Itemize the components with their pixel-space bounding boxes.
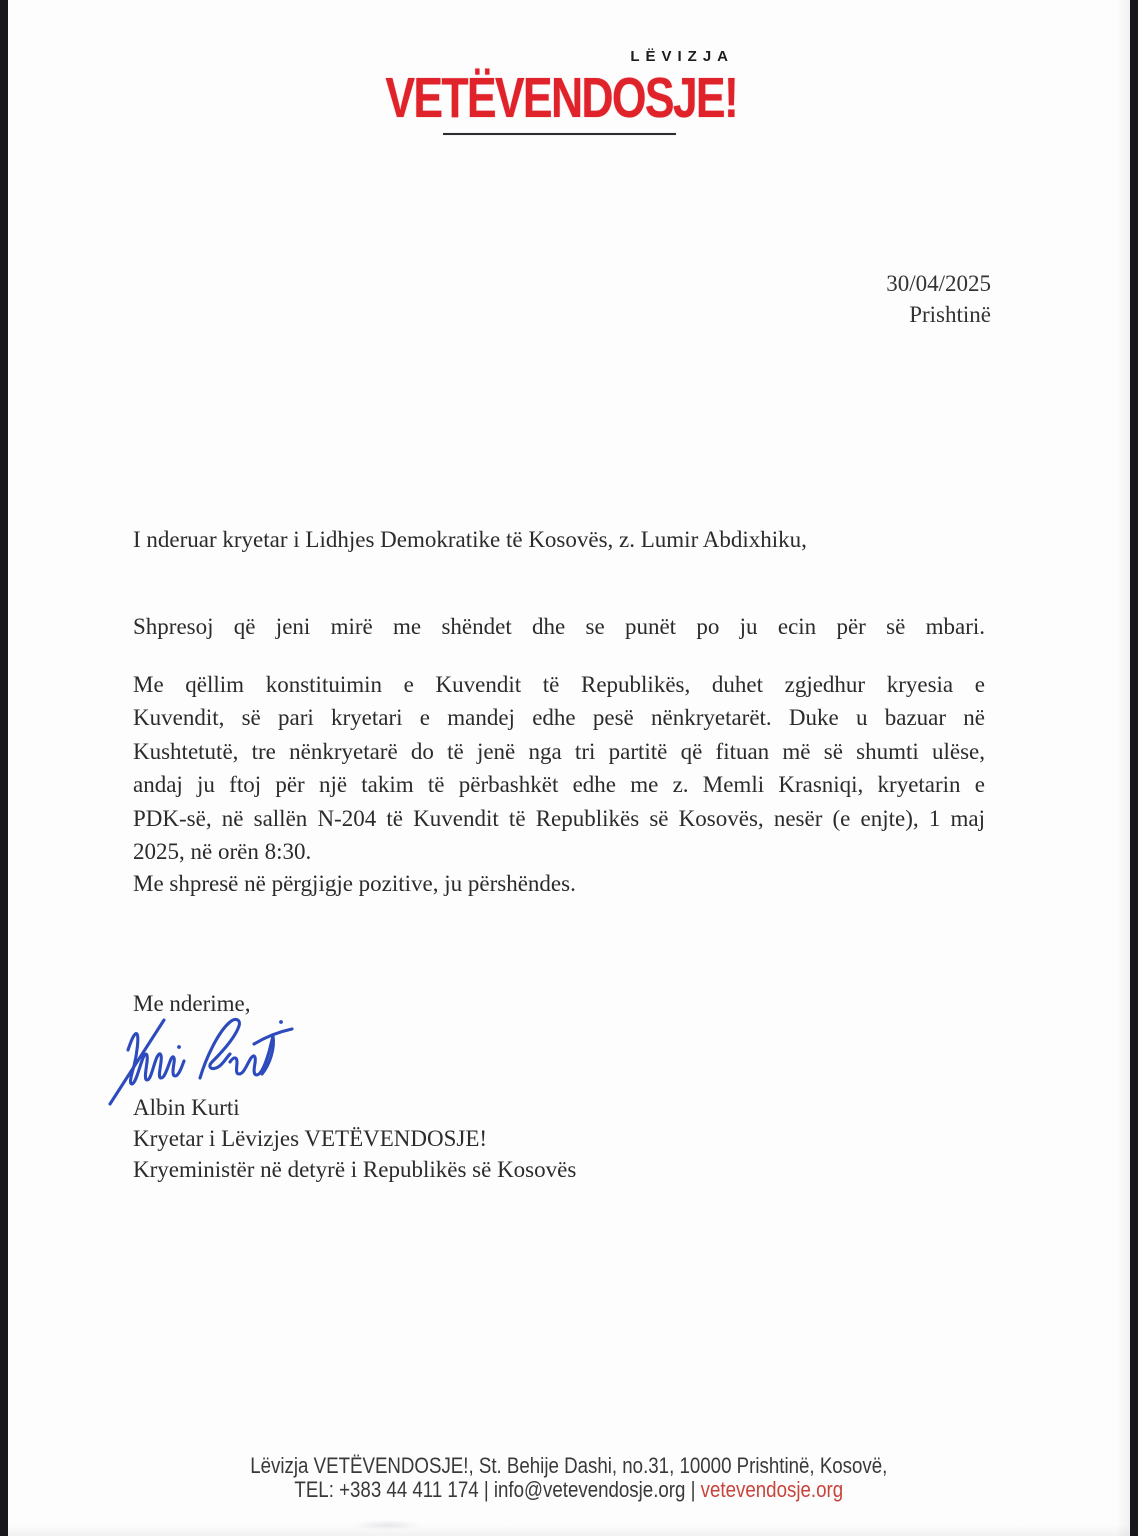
logo-movement-label: LËVIZJA: [630, 48, 734, 65]
letter-date: 30/04/2025: [886, 271, 991, 296]
scan-edge-right: [1130, 0, 1138, 1536]
logo-brand-wordmark: VETËVENDOSJE!: [385, 67, 738, 130]
letter-city: Prishtinë: [909, 302, 991, 327]
signature-stroke: [128, 1034, 184, 1084]
vetevendosje-logo: [354, 48, 746, 130]
signature-stroke: [200, 1019, 239, 1078]
footer-address-line: Lëvizja VETËVENDOSJE!, St. Behije Dashi, no.31, 10000 Prishtinë, Kosovë,: [250, 1453, 888, 1478]
signer-title-party: Kryetar i Lëvizjes VETËVENDOSJE!: [133, 1126, 488, 1151]
letterhead-footer: [8, 1454, 1130, 1502]
paragraph-invitation-line: Kuvendit, së pari kryetari e mandej edhe pesë nënkryetarët. Duke u bazuar në: [133, 705, 985, 731]
paragraph-hope: Me shpresë në përgjigje pozitive, ju përshëndes.: [133, 871, 576, 896]
paragraph-invitation-line: Me qëllim konstituimin e Kuvendit të Republikës, duhet zgjedhur kryesia e: [133, 672, 985, 697]
signer-name: Albin Kurti: [133, 1095, 240, 1120]
scan-shadow-right: [1116, 0, 1130, 1536]
salutation-line: I nderuar kryetar i Lidhjes Demokratike të Kosovës, z. Lumir Abdixhiku,: [133, 527, 807, 552]
signature-ink-dot: [177, 1045, 181, 1049]
paragraph-invitation-line: andaj ju ftoj për një takim të përbashkët edhe me z. Memli Krasniqi, kryetarin e: [133, 772, 985, 798]
paragraph-invitation-line: PDK-së, në sallën N-204 të Kuvendit të Republikës së Kosovës, nesër (e enjte), 1 maj: [133, 805, 985, 831]
scan-bottom-shade: [8, 1524, 1130, 1536]
signer-title-government: Kryeministër në detyrë i Republikës së Kosovës: [133, 1157, 577, 1182]
paragraph-greeting: Shpresoj që jeni mirë me shëndet dhe se punët po ju ecin për së mbari.: [133, 614, 985, 639]
signer-block: [133, 1092, 576, 1185]
paragraph-invitation: [133, 668, 985, 868]
footer-phone-email: TEL: +383 44 411 174 | info@vetevendosje.org |: [294, 1477, 701, 1502]
scan-edge-left: [0, 0, 8, 1536]
footer-contact-line: [295, 1478, 844, 1502]
logo-underline: [443, 133, 676, 135]
paragraph-invitation-line: Kushtetutë, tre nënkryetarë do të jenë nga tri partitë që fituan më së shumti ulëse,: [133, 738, 985, 764]
closing-line: Me nderime,: [133, 991, 251, 1016]
scan-smudge: [352, 1520, 422, 1530]
date-block: [886, 268, 991, 330]
footer-website-link: vetevendosje.org: [700, 1477, 844, 1502]
paragraph-invitation-line: 2025, në orën 8:30.: [133, 839, 312, 865]
signature-ink-dot: [279, 1020, 283, 1024]
